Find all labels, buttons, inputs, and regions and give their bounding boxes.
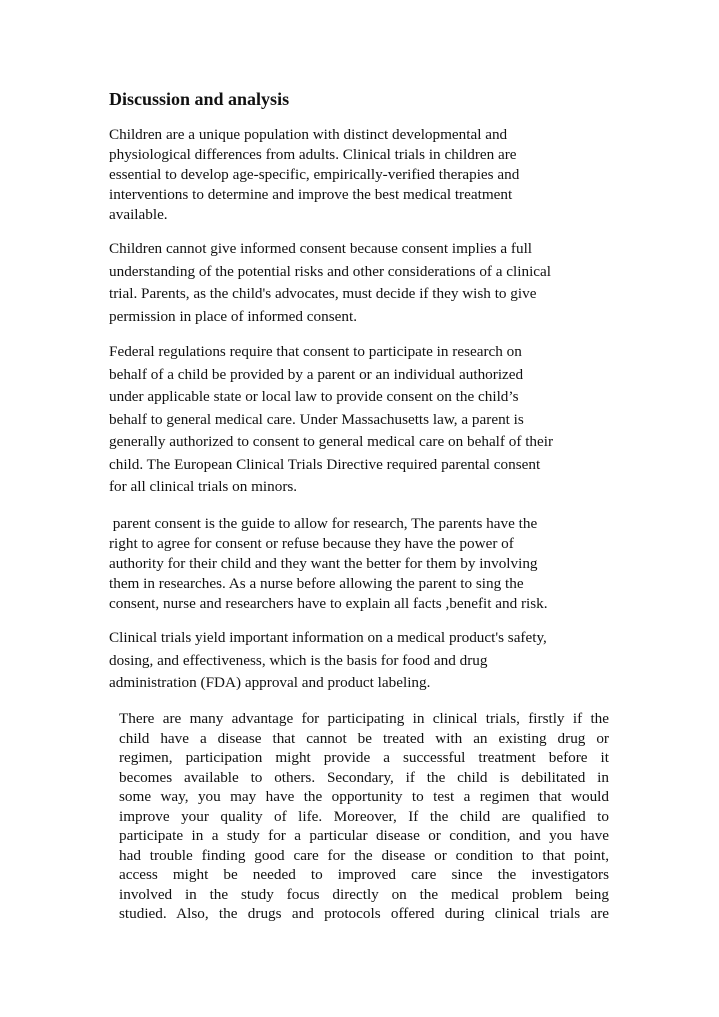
paragraph-line: some way, you may have the opportunity to test a regimen that would bbox=[119, 788, 609, 805]
paragraph-line: available. bbox=[109, 206, 168, 223]
paragraph-line: behalf to general medical care. Under Massachusetts law, a parent is bbox=[109, 410, 524, 428]
paragraph-line: behalf of a child be provided by a parent or an individual authorized bbox=[109, 365, 524, 383]
paragraph-clinical-trials-info bbox=[109, 627, 547, 695]
paragraph-line: Federal regulations require that consent to participate in research on bbox=[109, 343, 522, 360]
paragraph-line: Children are a unique population with distinct developmental and bbox=[109, 126, 508, 143]
paragraph-line: trial. Parents, as the child's advocates, must decide if they wish to give bbox=[109, 285, 537, 302]
paragraph-line: interventions to determine and improve the best medical treatment bbox=[109, 186, 513, 203]
paragraph-line: administration (FDA) approval and product labeling. bbox=[109, 674, 431, 691]
paragraph-line: authority for their child and they want the better for them by involving bbox=[109, 555, 538, 572]
paragraph-line: understanding of the potential risks and other considerations of a clinical bbox=[109, 262, 552, 280]
paragraph-line: essential to develop age-specific, empirically-verified therapies and bbox=[109, 166, 520, 183]
paragraph-line: studied. Also, the drugs and protocols offered during clinical trials are bbox=[119, 905, 609, 922]
paragraph-line: child. The European Clinical Trials Directive required parental consent bbox=[109, 455, 541, 473]
paragraph-line: Children cannot give informed consent because consent implies a full bbox=[109, 240, 533, 257]
paragraph-line: for all clinical trials on minors. bbox=[109, 478, 298, 495]
paragraph-line: right to agree for consent or refuse because they have the power of bbox=[109, 535, 514, 552]
paragraph-line: physiological differences from adults. Clinical trials in children are bbox=[109, 146, 517, 163]
paragraph-line: involved in the study focus directly on the medical problem being bbox=[119, 885, 609, 903]
paragraph-line: Clinical trials yield important information on a medical product's safety, bbox=[109, 629, 547, 646]
paragraph-parent-consent bbox=[109, 514, 548, 614]
paragraph-line: improve your quality of life. Moreover, If the child are qualified to bbox=[119, 807, 609, 825]
paragraph-line: consent, nurse and researchers have to explain all facts ,benefit and risk. bbox=[109, 595, 548, 612]
paragraph-line: regimen, participation might provide a successful treatment before it bbox=[119, 749, 609, 766]
paragraph-line: access might be needed to improved care since the investigators bbox=[119, 866, 609, 883]
section-heading: Discussion and analysis bbox=[109, 89, 290, 109]
paragraph-line: There are many advantage for participating in clinical trials, firstly if the bbox=[119, 710, 609, 727]
paragraph-line: parent consent is the guide to allow for research, The parents have the bbox=[109, 515, 538, 532]
paragraph-federal-regulations bbox=[109, 341, 553, 499]
paragraph-line: them in researches. As a nurse before allowing the parent to sing the bbox=[109, 575, 524, 592]
paragraph-line: generally authorized to consent to general medical care on behalf of their bbox=[109, 433, 554, 450]
paragraph-line: child have a disease that cannot be treated with an existing drug or bbox=[119, 729, 609, 747]
paragraph-line: participate in a study for a particular disease or condition, and you have bbox=[119, 827, 609, 844]
paragraph-line: permission in place of informed consent. bbox=[109, 307, 357, 325]
paragraph-children-population bbox=[109, 125, 519, 225]
paragraph-line: under applicable state or local law to provide consent on the child’s bbox=[109, 388, 519, 405]
paragraph-informed-consent bbox=[109, 238, 551, 328]
paragraph-line: dosing, and effectiveness, which is the basis for food and drug bbox=[109, 651, 488, 669]
paragraph-line: becomes available to others. Secondary, if the child is debilitated in bbox=[119, 768, 609, 786]
paragraph-line: had trouble finding good care for the disease or condition to that point, bbox=[119, 846, 609, 864]
paragraph-advantages bbox=[119, 709, 609, 924]
